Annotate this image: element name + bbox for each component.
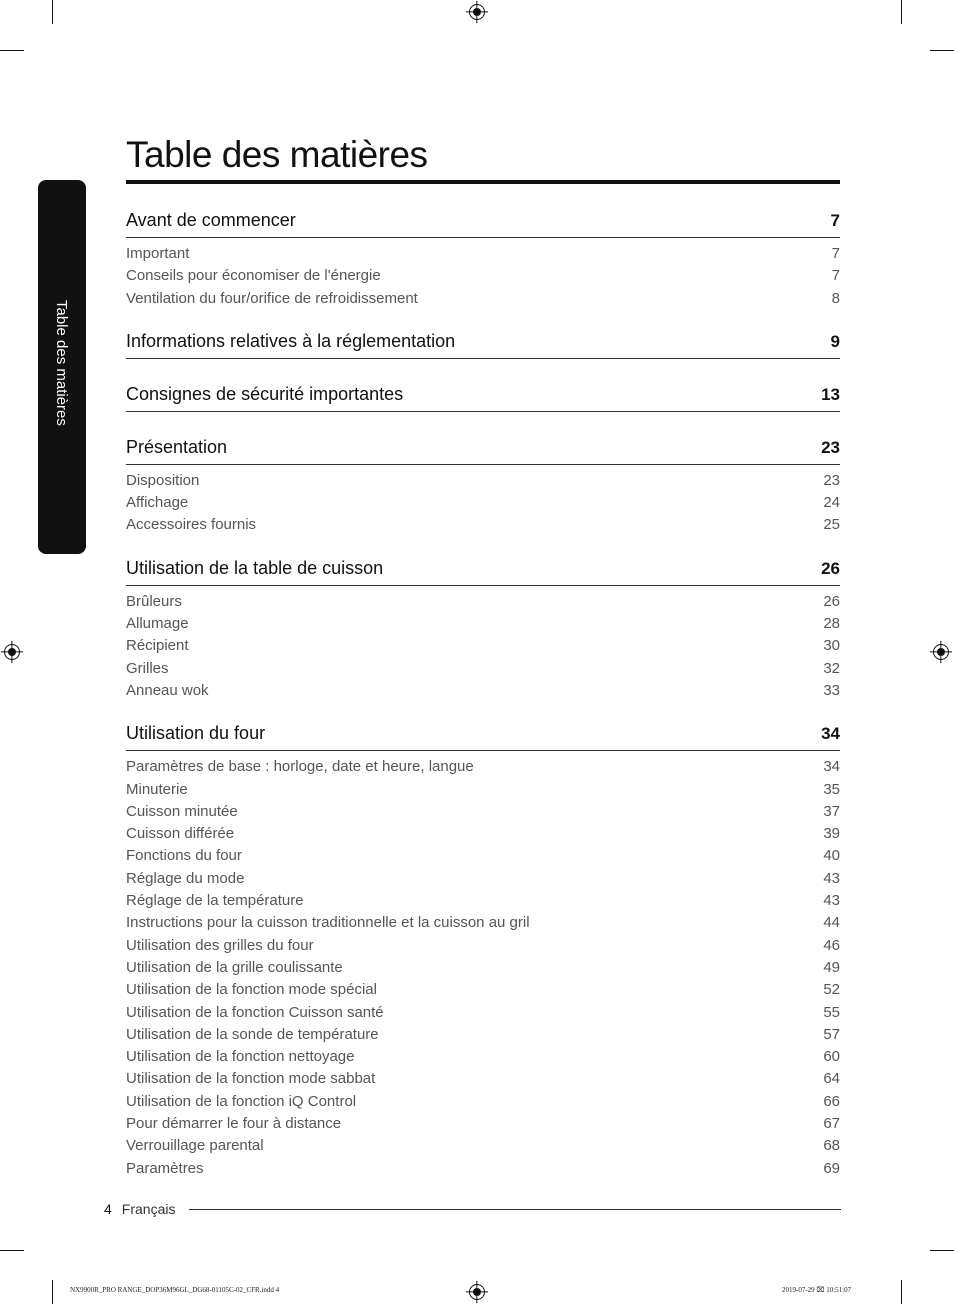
entry-title: Cuisson différée bbox=[126, 825, 235, 843]
section-page-number: 26 bbox=[821, 558, 840, 578]
entry-page-number: 67 bbox=[823, 1115, 840, 1133]
entry-page-number: 24 bbox=[823, 494, 840, 512]
toc-entry[interactable] bbox=[126, 801, 840, 823]
section-page-number: 9 bbox=[830, 331, 840, 351]
toc-entry[interactable] bbox=[126, 1068, 840, 1090]
section-title: Informations relatives à la réglementation bbox=[126, 330, 456, 351]
entry-page-number: 57 bbox=[823, 1025, 840, 1043]
toc-entry-list bbox=[126, 465, 840, 537]
table-of-contents bbox=[126, 207, 840, 1198]
entry-page-number: 66 bbox=[823, 1092, 840, 1110]
crop-mark bbox=[930, 50, 954, 51]
entry-title: Grilles bbox=[126, 659, 169, 677]
section-title: Avant de commencer bbox=[126, 210, 296, 230]
entry-page-number: 25 bbox=[823, 516, 840, 534]
entry-title: Utilisation de la fonction iQ Control bbox=[126, 1092, 357, 1110]
section-title: Présentation bbox=[126, 436, 228, 457]
toc-entry[interactable] bbox=[126, 613, 840, 635]
toc-section-heading[interactable] bbox=[126, 328, 840, 359]
toc-section-heading[interactable] bbox=[126, 434, 840, 465]
entry-page-number: 64 bbox=[823, 1070, 840, 1088]
toc-section bbox=[126, 381, 840, 412]
entry-title: Récipient bbox=[126, 637, 189, 655]
section-page-number: 13 bbox=[821, 384, 840, 404]
toc-entry[interactable] bbox=[126, 957, 840, 979]
print-slug-file: NX9900R_PRO RANGE_DOP36M96GL_DG68-01105C-02_CFR.indd 4 bbox=[70, 1286, 280, 1294]
entry-title: Paramètres de base : horloge, date et heure, langue bbox=[126, 758, 474, 776]
entry-title: Instructions pour la cuisson traditionnelle et la cuisson au gril bbox=[126, 914, 530, 932]
entry-page-number: 52 bbox=[823, 981, 840, 999]
toc-entry[interactable] bbox=[126, 1091, 840, 1113]
entry-page-number: 43 bbox=[823, 869, 840, 887]
entry-title: Utilisation de la fonction mode sabbat bbox=[126, 1070, 376, 1088]
entry-page-number: 33 bbox=[823, 681, 840, 699]
toc-section-heading[interactable] bbox=[126, 381, 840, 412]
toc-entry[interactable] bbox=[126, 890, 840, 912]
entry-title: Pour démarrer le four à distance bbox=[126, 1115, 342, 1133]
entry-page-number: 49 bbox=[823, 958, 840, 976]
crop-mark bbox=[0, 1250, 24, 1251]
crop-mark bbox=[52, 1280, 53, 1304]
entry-page-number: 7 bbox=[831, 267, 840, 285]
toc-section bbox=[126, 720, 840, 1180]
entry-title: Minuterie bbox=[126, 780, 188, 798]
page-number: 4 bbox=[104, 1201, 112, 1217]
toc-entry[interactable] bbox=[126, 658, 840, 680]
footer-language: Français bbox=[121, 1201, 176, 1217]
side-tab bbox=[38, 180, 86, 554]
toc-section-heading[interactable] bbox=[126, 207, 840, 238]
entry-page-number: 60 bbox=[823, 1048, 840, 1066]
entry-title: Ventilation du four/orifice de refroidissement bbox=[126, 289, 418, 307]
entry-title: Réglage de la température bbox=[126, 892, 304, 910]
toc-section bbox=[126, 555, 840, 702]
entry-page-number: 39 bbox=[823, 825, 840, 843]
toc-entry[interactable] bbox=[126, 243, 840, 265]
section-page-number: 7 bbox=[830, 211, 840, 230]
entry-page-number: 43 bbox=[823, 892, 840, 910]
registration-mark-icon bbox=[469, 4, 485, 20]
entry-title: Allumage bbox=[126, 615, 189, 633]
toc-section bbox=[126, 434, 840, 537]
toc-entry[interactable] bbox=[126, 470, 840, 492]
entry-page-number: 35 bbox=[823, 780, 840, 798]
entry-title: Affichage bbox=[126, 494, 189, 512]
toc-entry[interactable] bbox=[126, 288, 840, 310]
section-title: Utilisation de la table de cuisson bbox=[126, 557, 384, 578]
toc-entry[interactable] bbox=[126, 935, 840, 957]
entry-page-number: 8 bbox=[831, 289, 840, 307]
toc-entry[interactable] bbox=[126, 680, 840, 702]
toc-section bbox=[126, 328, 840, 359]
entry-title: Accessoires fournis bbox=[126, 516, 257, 534]
toc-entry[interactable] bbox=[126, 635, 840, 657]
entry-page-number: 23 bbox=[823, 471, 840, 489]
entry-title: Paramètres bbox=[126, 1159, 204, 1177]
entry-title: Utilisation de la grille coulissante bbox=[126, 958, 343, 976]
section-title: Consignes de sécurité importantes bbox=[126, 383, 404, 404]
page-title: Table des matières bbox=[126, 134, 428, 175]
entry-page-number: 30 bbox=[823, 637, 840, 655]
footer-rule bbox=[189, 1209, 841, 1210]
toc-entry[interactable] bbox=[126, 514, 840, 536]
entry-page-number: 32 bbox=[823, 659, 840, 677]
toc-section bbox=[126, 207, 840, 310]
entry-title: Fonctions du four bbox=[126, 847, 242, 865]
crop-mark bbox=[901, 0, 902, 24]
toc-entry[interactable] bbox=[126, 845, 840, 867]
toc-entry[interactable] bbox=[126, 1113, 840, 1135]
toc-entry[interactable] bbox=[126, 492, 840, 514]
crop-mark bbox=[52, 0, 53, 24]
toc-section-heading[interactable] bbox=[126, 555, 840, 586]
print-slug-timestamp: 2019-07-29 ⌧ 10:51:07 bbox=[782, 1286, 852, 1294]
toc-entry[interactable] bbox=[126, 756, 840, 778]
entry-page-number: 40 bbox=[823, 847, 840, 865]
entry-title: Utilisation de la sonde de température bbox=[126, 1025, 379, 1043]
entry-title: Anneau wok bbox=[126, 681, 209, 699]
toc-entry[interactable] bbox=[126, 823, 840, 845]
registration-mark-icon bbox=[469, 1284, 485, 1300]
entry-page-number: 44 bbox=[823, 914, 840, 932]
toc-entry[interactable] bbox=[126, 779, 840, 801]
toc-entry-list bbox=[126, 238, 840, 310]
entry-title: Utilisation des grilles du four bbox=[126, 936, 314, 954]
toc-entry[interactable] bbox=[126, 912, 840, 934]
toc-entry[interactable] bbox=[126, 1002, 840, 1024]
entry-title: Conseils pour économiser de l'énergie bbox=[126, 267, 381, 285]
entry-title: Utilisation de la fonction mode spécial bbox=[126, 981, 377, 999]
crop-mark bbox=[930, 1250, 954, 1251]
entry-page-number: 37 bbox=[823, 802, 840, 820]
crop-mark bbox=[901, 1280, 902, 1304]
section-page-number: 23 bbox=[821, 437, 840, 457]
entry-page-number: 68 bbox=[823, 1137, 840, 1155]
entry-title: Réglage du mode bbox=[126, 869, 245, 887]
page-footer bbox=[104, 1201, 841, 1217]
toc-entry[interactable] bbox=[126, 1046, 840, 1068]
toc-entry[interactable] bbox=[126, 591, 840, 613]
entry-page-number: 69 bbox=[823, 1159, 840, 1177]
side-tab-label: Table des matières bbox=[53, 300, 70, 426]
toc-entry-list bbox=[126, 586, 840, 702]
entry-title: Important bbox=[126, 245, 190, 262]
entry-title: Cuisson minutée bbox=[126, 802, 238, 820]
toc-entry[interactable] bbox=[126, 979, 840, 1001]
entry-page-number: 26 bbox=[823, 592, 840, 610]
toc-entry[interactable] bbox=[126, 1024, 840, 1046]
toc-entry[interactable] bbox=[126, 1135, 840, 1157]
entry-title: Disposition bbox=[126, 471, 200, 489]
entry-title: Verrouillage parental bbox=[126, 1137, 264, 1155]
entry-title: Utilisation de la fonction nettoyage bbox=[126, 1048, 355, 1066]
toc-entry-list bbox=[126, 751, 840, 1180]
title-rule bbox=[126, 180, 840, 184]
toc-section-heading[interactable] bbox=[126, 720, 840, 751]
registration-mark-icon bbox=[4, 644, 20, 660]
crop-mark bbox=[0, 50, 24, 51]
entry-title: Utilisation de la fonction Cuisson santé bbox=[126, 1003, 384, 1021]
entry-page-number: 55 bbox=[823, 1003, 840, 1021]
entry-title: Brûleurs bbox=[126, 592, 182, 610]
entry-page-number: 34 bbox=[823, 758, 840, 776]
section-title: Utilisation du four bbox=[126, 723, 266, 744]
entry-page-number: 46 bbox=[823, 936, 840, 954]
registration-mark-icon bbox=[933, 644, 949, 660]
section-page-number: 34 bbox=[821, 724, 840, 744]
entry-page-number: 7 bbox=[831, 245, 840, 262]
toc-entry[interactable] bbox=[126, 1158, 840, 1180]
entry-page-number: 28 bbox=[823, 615, 840, 633]
toc-entry[interactable] bbox=[126, 868, 840, 890]
toc-entry[interactable] bbox=[126, 265, 840, 287]
